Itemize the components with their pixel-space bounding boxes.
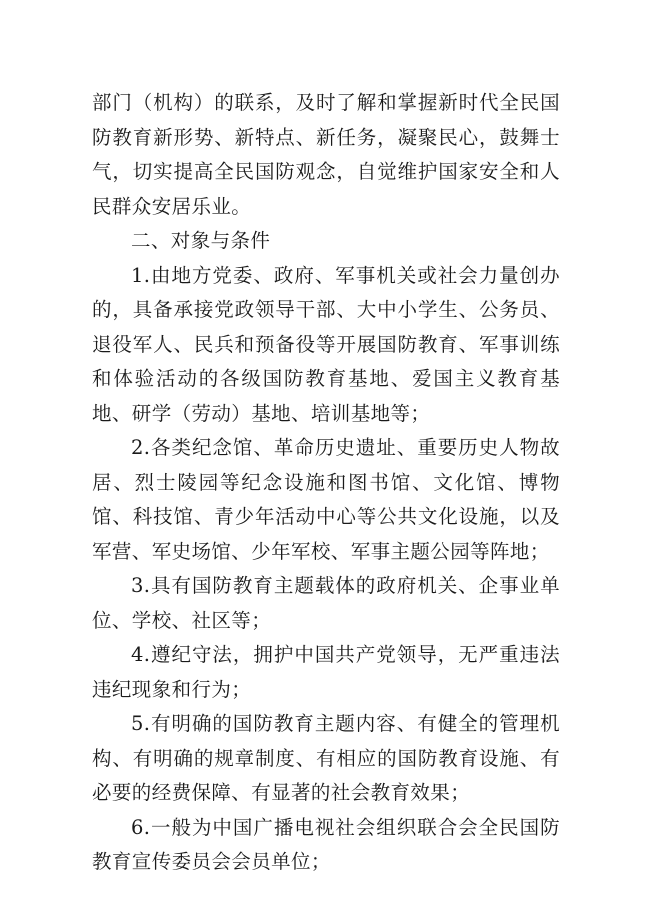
condition-item-2: 2.各类纪念馆、革命历史遗址、重要历史人物故居、烈士陵园等纪念设施和图书馆、文化馆、博物馆、科技馆、青少年活动中心等公共文化设施，以及军营、军史场馆、少年军校、军事主题公园等阵地； xyxy=(92,436,560,563)
condition-item-4: 4.遵纪守法，拥护中国共产党领导，无严重违法违纪现象和行为； xyxy=(92,643,560,701)
section-heading: 二、对象与条件 xyxy=(131,229,271,252)
condition-item-3: 3.具有国防教育主题载体的政府机关、企事业单位、学校、社区等； xyxy=(92,574,560,632)
paragraph-continuation: 部门（机构）的联系，及时了解和掌握新时代全民国防教育新形势、新特点、新任务，凝聚民心，鼓舞士气，切实提高全民国防观念，自觉维护国家安全和人民群众安居乐业。 xyxy=(92,91,560,218)
document-body xyxy=(92,86,560,880)
condition-item-5: 5.有明确的国防教育主题内容、有健全的管理机构、有明确的规章制度、有相应的国防教育设施、有必要的经费保障、有显著的社会教育效果； xyxy=(92,712,560,804)
condition-item-6: 6.一般为中国广播电视社会组织联合会全民国防教育宣传委员会会员单位； xyxy=(92,815,560,873)
condition-item-1: 1.由地方党委、政府、军事机关或社会力量创办的，具备承接党政领导干部、大中小学生、公务员、退役军人、民兵和预备役等开展国防教育、军事训练和体验活动的各级国防教育基地、爱国主义教育基地、研学（劳动）基地、培训基地等； xyxy=(92,263,560,425)
